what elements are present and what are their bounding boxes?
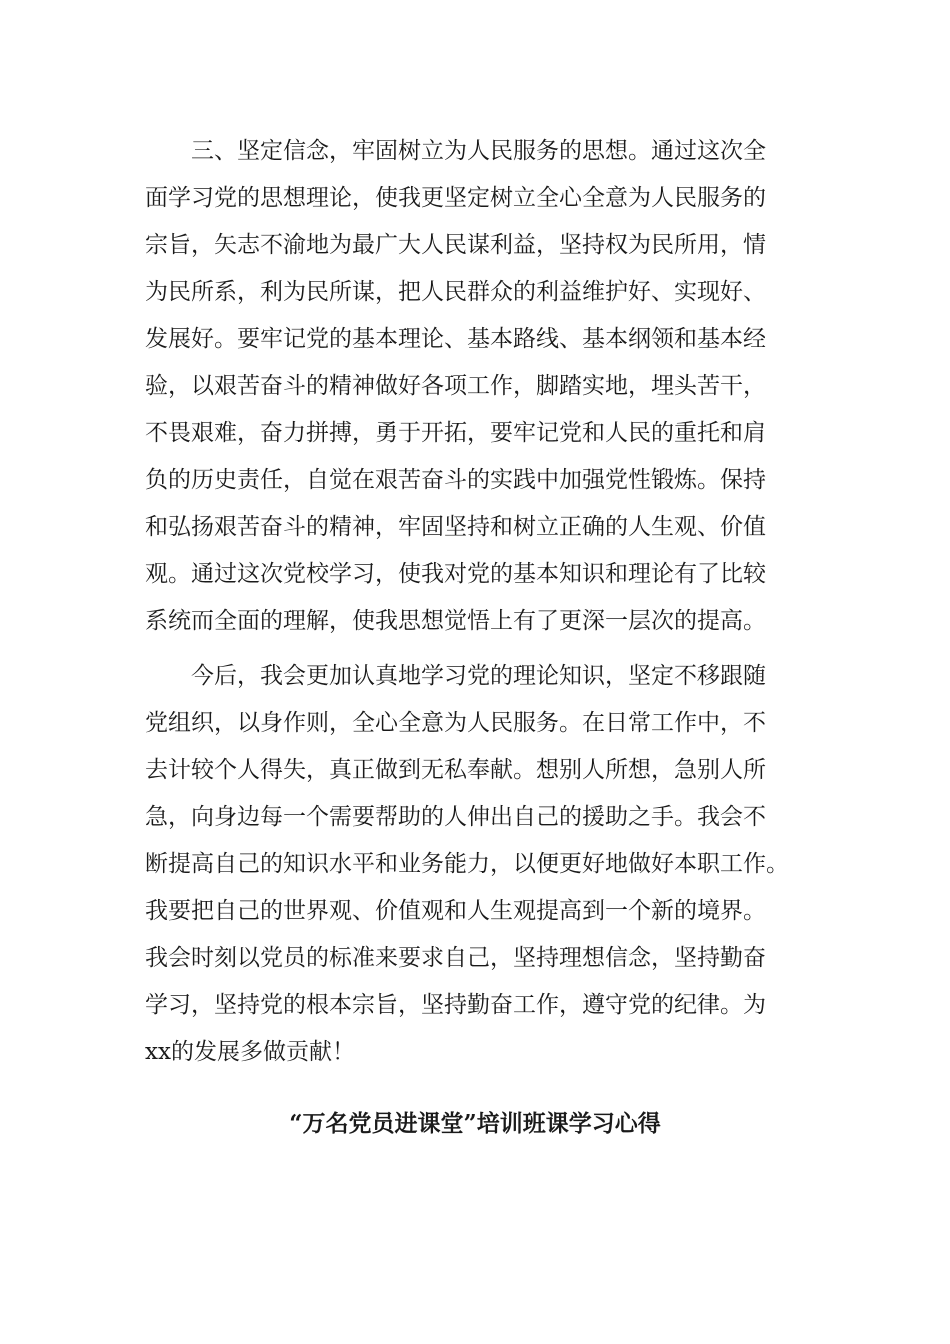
section-title: “万名党员进课堂”培训班课学习心得 (289, 1110, 661, 1137)
text-line: 我要把自己的世界观、价值观和人生观提高到一个新的境界。 (145, 898, 766, 924)
text-line: 今后，我会更加认真地学习党的理论知识，坚定不移跟随 (145, 663, 766, 689)
text-line: 观。通过这次党校学习，使我对党的基本知识和理论有了比较 (145, 561, 766, 587)
text-line: 学习，坚持党的根本宗旨，坚持勤奋工作，遵守党的纪律。为 (145, 992, 766, 1018)
text-line: 面学习党的思想理论，使我更坚定树立全心全意为人民服务的 (145, 185, 766, 211)
text-line: 我会时刻以党员的标准来要求自己，坚持理想信念，坚持勤奋 (145, 945, 766, 971)
text-line: 为民所系，利为民所谋，把人民群众的利益维护好、实现好、 (145, 279, 766, 305)
text-line: 验，以艰苦奋斗的精神做好各项工作，脚踏实地，埋头苦干， (145, 373, 766, 399)
text-line: 去计较个人得失，真正做到无私奉献。想别人所想，急别人所 (145, 757, 766, 783)
text-line: 断提高自己的知识水平和业务能力，以便更好地做好本职工作。 (145, 851, 789, 877)
text-line: 党组织，以身作则，全心全意为人民服务。在日常工作中，不 (145, 710, 766, 736)
text-line: 和弘扬艰苦奋斗的精神，牢固坚持和树立正确的人生观、价值 (145, 514, 766, 540)
text-line: 三、坚定信念，牢固树立为人民服务的思想。通过这次全 (145, 138, 766, 164)
text-line: 系统而全面的理解，使我思想觉悟上有了更深一层次的提高。 (145, 608, 766, 634)
paragraph-1 (145, 128, 805, 645)
text-line: 负的历史责任，自觉在艰苦奋斗的实践中加强党性锻炼。保持 (145, 467, 766, 493)
document-body (145, 128, 805, 1147)
text-line: 急，向身边每一个需要帮助的人伸出自己的援助之手。我会不 (145, 804, 766, 830)
text-line: 不畏艰难，奋力拼搏，勇于开拓，要牢记党和人民的重托和肩 (145, 420, 766, 446)
text-line: 宗旨，矢志不渝地为最广大人民谋利益，坚持权为民所用，情 (145, 232, 766, 258)
text-line: xx的发展多做贡献！ (145, 1039, 355, 1065)
paragraph-2 (145, 653, 805, 1076)
text-line: 发展好。要牢记党的基本理论、基本路线、基本纲领和基本经 (145, 326, 766, 352)
